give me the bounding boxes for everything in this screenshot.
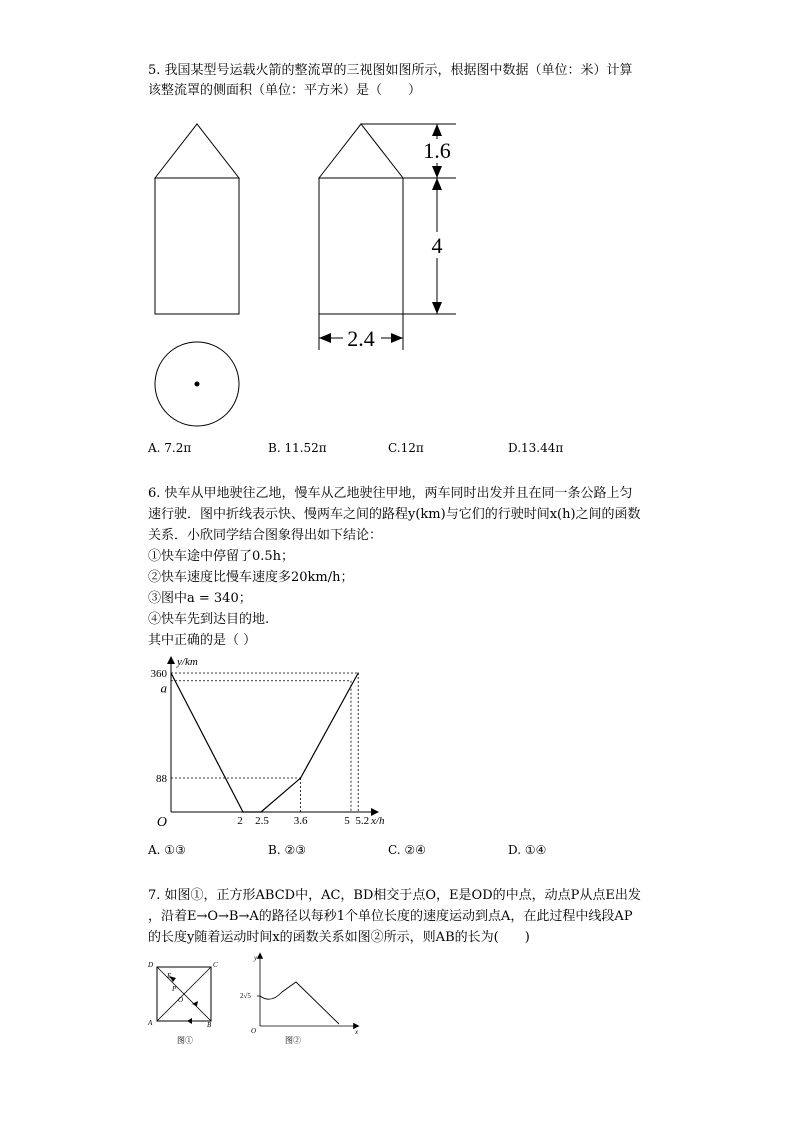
dim-label-width: 2.4	[347, 326, 375, 351]
x-tick-label: 2	[237, 815, 243, 827]
label-p: P	[172, 985, 177, 993]
x-tick-label: 5	[344, 815, 350, 827]
x-tick-label: 2.5	[255, 815, 269, 827]
x-tick-label: 3.6	[293, 815, 308, 827]
fig2-origin: O	[251, 1027, 257, 1035]
series-point	[260, 811, 261, 812]
fig2-ytick: 2√5	[240, 992, 251, 1000]
q7-stem-line1: 7. 如图①，正方形ABCD中，AC，BD相交于点O，E是OD的中点，动点P从点E出发	[148, 888, 641, 903]
series-point	[358, 672, 359, 673]
q6-conclusion-2: ②快车速度比慢车速度多20km/h；	[148, 570, 354, 585]
q7-figure-square	[145, 955, 225, 1050]
q5-option-c[interactable]: C.12π	[388, 441, 424, 455]
label-c: C	[213, 961, 218, 969]
label-e: E	[167, 972, 172, 980]
front-view-cone	[155, 124, 239, 178]
label-d: D	[148, 961, 154, 969]
fig2-ylabel: y	[254, 954, 258, 962]
q5-stem-line2: 该整流罩的侧面积（单位：平方米）是（ ）	[148, 83, 422, 98]
q6-option-a[interactable]: A. ①③	[148, 843, 186, 857]
y-tick-label: a	[160, 680, 167, 696]
q5-stem-line1: 5. 我国某型号运载火箭的整流罩的三视图如图所示，根据图中数据（单位：米）计算	[148, 63, 633, 78]
q6-stem-line3: 关系．小欣同学结合图象得出如下结论：	[148, 528, 383, 543]
x-tick-label: 5.2	[355, 815, 370, 827]
q6-conclusion-4: ④快车先到达目的地.	[148, 612, 270, 627]
fig1-caption: 图①	[177, 1036, 193, 1045]
origin-label: O	[156, 815, 167, 830]
q5-option-d[interactable]: D.13.44π	[508, 441, 564, 455]
dim-label-top: 1.6	[423, 138, 451, 163]
side-view-body	[319, 178, 403, 314]
q6-option-d[interactable]: D. ①④	[508, 843, 547, 857]
y-axis-label: y/km	[177, 656, 198, 668]
q5-option-a[interactable]: A. 7.2π	[148, 441, 192, 455]
q6-option-c[interactable]: C. ②④	[388, 843, 426, 857]
q7-stem-line2: ，沿着E→O→B→A的路径以每秒1个单位长度的速度运动到点A，在此过程中线段AP	[148, 909, 633, 924]
q6-option-b[interactable]: B. ②③	[268, 843, 306, 857]
q5-three-views-figure	[140, 110, 480, 440]
series-point	[170, 672, 171, 673]
q7-stem-line3: 的长度y随着运动时间x的函数关系如图②所示，则AB的长为( )	[148, 930, 530, 945]
q6-stem-line2: 速行驶．图中折线表示快、慢两车之间的路程y(km)与它们的行驶时间x(h)之间的函数	[148, 507, 641, 522]
q5-option-b[interactable]: B. 11.52π	[268, 441, 327, 455]
q6-question-ask: 其中正确的是（ ）	[148, 633, 257, 648]
label-o: O	[178, 996, 184, 1004]
front-view-body	[155, 178, 239, 314]
q6-stem-line1: 6. 快车从甲地驶往乙地，慢车从乙地驶往甲地，两车同时出发并且在同一条公路上匀	[148, 486, 633, 501]
series-point	[242, 811, 243, 812]
q6-conclusion-3: ③图中a = 340；	[148, 591, 252, 606]
q7-figure-graph	[238, 950, 368, 1050]
side-view-cone	[319, 124, 403, 178]
fig2-xlabel: x	[355, 1028, 359, 1036]
top-view-center-dot	[195, 382, 200, 387]
series-point	[300, 777, 301, 778]
fig2-caption: 图②	[285, 1036, 301, 1045]
series-line	[171, 673, 358, 812]
y-tick-label: 360	[150, 668, 167, 680]
label-b: B	[207, 1021, 212, 1029]
dim-label-body: 4	[431, 233, 443, 258]
x-axis-label: x/h	[371, 815, 385, 827]
label-a: A	[148, 1019, 153, 1027]
fig2-curve	[260, 982, 339, 1024]
y-tick-label: 88	[156, 773, 167, 786]
q6-distance-time-chart	[145, 652, 385, 834]
q6-conclusion-1: ①快车途中停留了0.5h；	[148, 549, 295, 564]
